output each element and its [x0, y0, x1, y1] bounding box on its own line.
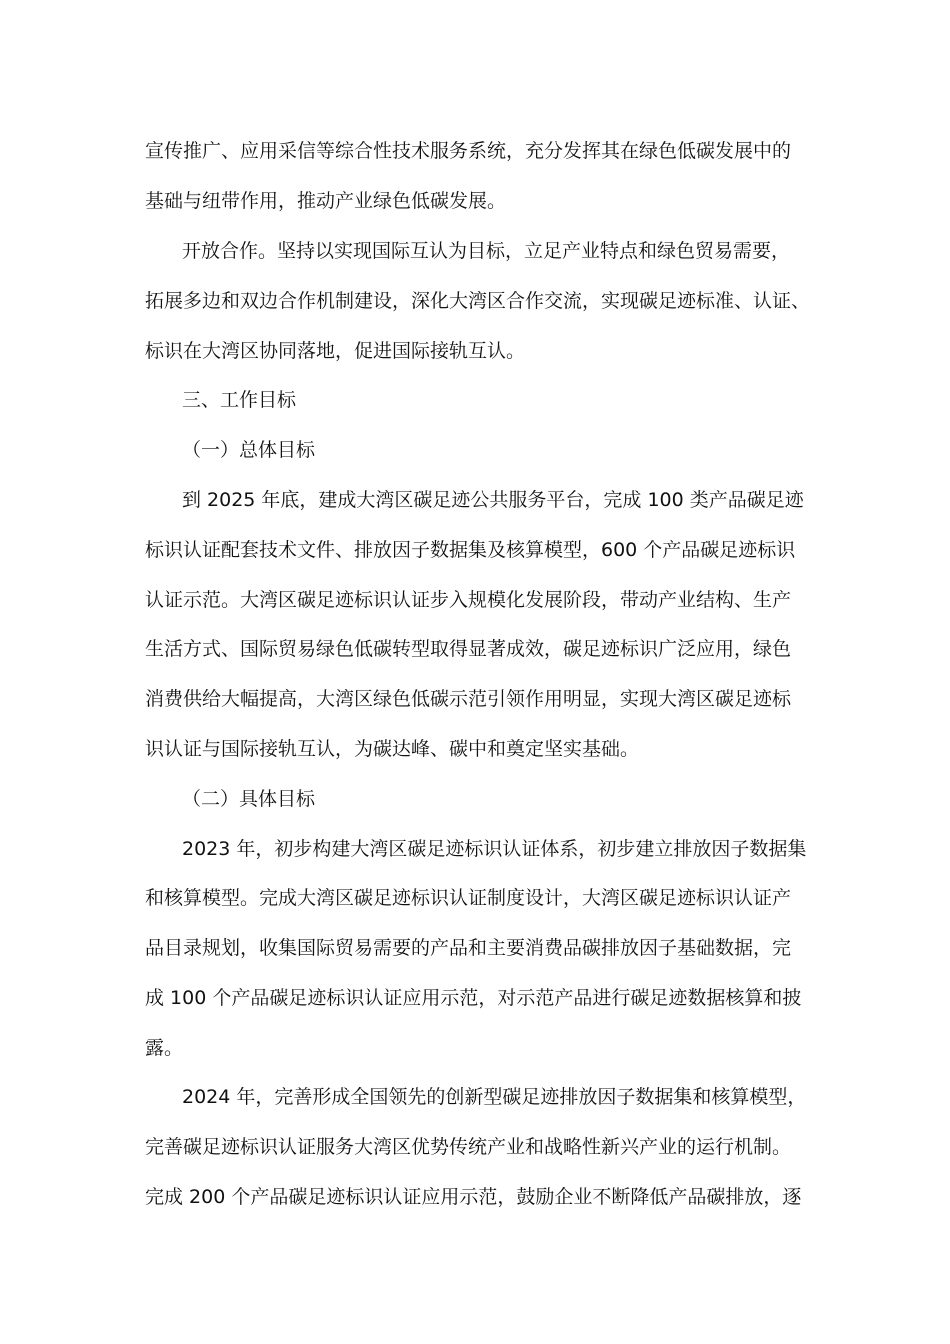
text-line-16: 和核算模型。完成大湾区碳足迹标识认证制度设计，大湾区碳足迹标识认证产 [145, 887, 792, 909]
text-line-5: 标识在大湾区协同落地，促进国际接轨互认。 [145, 340, 526, 362]
text-line-20: 2024 年，完善形成全国领先的创新型碳足迹排放因子数据集和核算模型， [182, 1086, 807, 1108]
subsection-heading-2: （二）具体目标 [182, 788, 316, 810]
text-line-8: 到 2025 年底，建成大湾区碳足迹公共服务平台，完成 100 类产品碳足迹 [182, 489, 804, 511]
text-line-13: 识认证与国际接轨互认，为碳达峰、碳中和奠定坚实基础。 [145, 738, 640, 760]
text-line-12: 消费供给大幅提高，大湾区绿色低碳示范引领作用明显，实现大湾区碳足迹标 [145, 688, 792, 710]
text-line-2: 基础与纽带作用，推动产业绿色低碳发展。 [145, 190, 507, 212]
text-line-4: 拓展多边和双边合作机制建设，深化大湾区合作交流，实现碳足迹标准、认证、 [145, 290, 811, 312]
text-line-19: 露。 [145, 1037, 184, 1059]
text-line-22: 完成 200 个产品碳足迹标识认证应用示范，鼓励企业不断降低产品碳排放，逐 [145, 1186, 802, 1208]
subsection-heading-1: （一）总体目标 [182, 439, 316, 461]
text-line-18: 成 100 个产品碳足迹标识认证应用示范，对示范产品进行碳足迹数据核算和披 [145, 987, 802, 1009]
text-line-17: 品目录规划，收集国际贸易需要的产品和主要消费品碳排放因子基础数据，完 [145, 937, 792, 959]
text-line-1: 宣传推广、应用采信等综合性技术服务系统，充分发挥其在绿色低碳发展中的 [145, 140, 792, 162]
text-line-10: 认证示范。大湾区碳足迹标识认证步入规模化发展阶段，带动产业结构、生产 [145, 589, 792, 611]
text-line-11: 生活方式、国际贸易绿色低碳转型取得显著成效，碳足迹标识广泛应用，绿色 [145, 638, 792, 660]
section-heading: 三、工作目标 [182, 389, 297, 411]
text-line-9: 标识认证配套技术文件、排放因子数据集及核算模型，600 个产品碳足迹标识 [145, 539, 796, 561]
text-line-3: 开放合作。坚持以实现国际互认为目标，立足产业特点和绿色贸易需要， [182, 240, 791, 262]
text-line-21: 完善碳足迹标识认证服务大湾区优势传统产业和战略性新兴产业的运行机制。 [145, 1136, 792, 1158]
text-line-15: 2023 年，初步构建大湾区碳足迹标识认证体系，初步建立排放因子数据集 [182, 838, 807, 860]
